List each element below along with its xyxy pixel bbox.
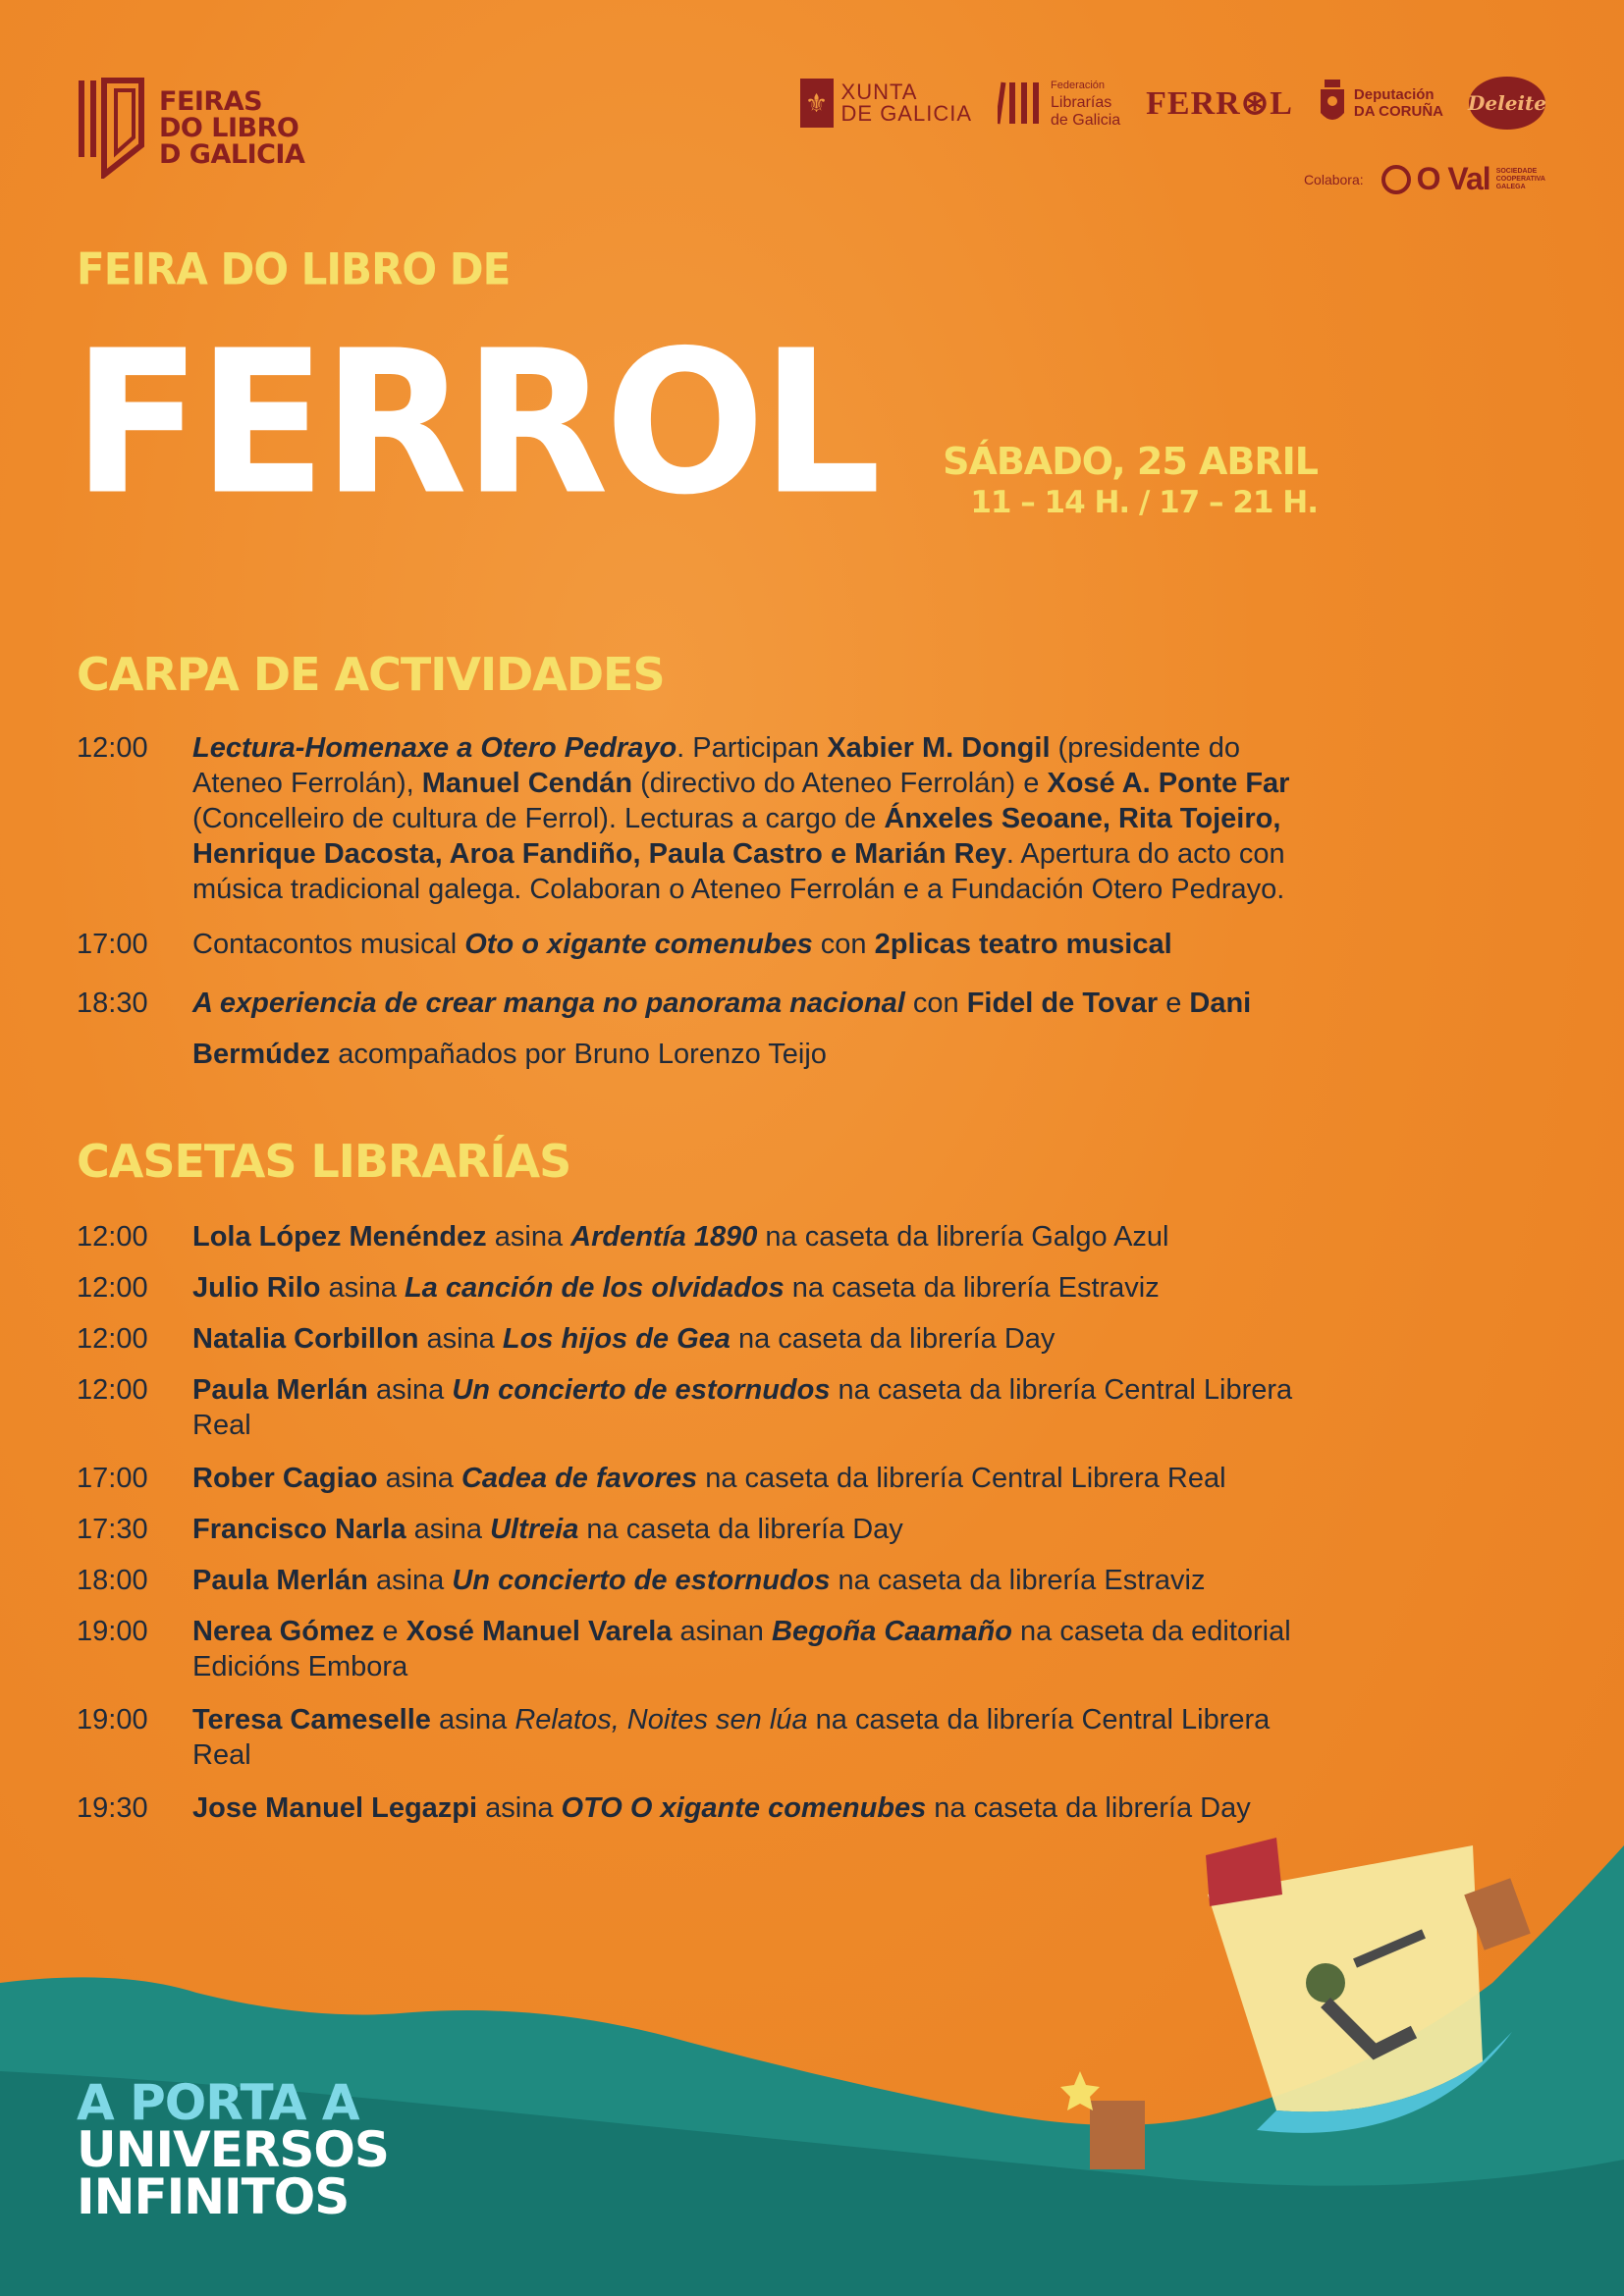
event-time: 17:00 xyxy=(77,1463,148,1494)
federacion-mark-icon xyxy=(998,79,1043,128)
event-description: Teresa Cameselle asina Relatos, Noites sen lúa na caseta da librería Central Librera Real xyxy=(192,1704,1271,1771)
schedule-row xyxy=(77,1270,1314,1306)
partner-logos xyxy=(800,77,1545,130)
event-time: 18:30 xyxy=(77,988,148,1019)
event-description: Lola López Menéndez asina Ardentía 1890 na caseta da librería Galgo Azul xyxy=(192,1221,1169,1253)
tagline-line: UNIVERSOS xyxy=(77,2121,389,2178)
event-description: Rober Cagiao asina Cadea de favores na caseta da librería Central Librera Real xyxy=(192,1463,1226,1494)
tagline-line: INFINITOS xyxy=(77,2168,350,2225)
logo-line: FEIRAS xyxy=(159,85,263,117)
logo-line: Librarías xyxy=(1051,94,1112,111)
oval-logo xyxy=(1381,161,1545,197)
event-description: Paula Merlán asina Un concierto de estornudos na caseta da librería Central Librera Real xyxy=(192,1374,1293,1441)
deputacion-shield-icon xyxy=(1319,80,1346,127)
event-time: 17:00 xyxy=(77,929,148,960)
xunta-shield-icon: ⚜ xyxy=(800,79,834,128)
logo-line: SOCIEDADE xyxy=(1495,167,1538,175)
logo-line: de Galicia xyxy=(1051,112,1121,129)
event-description: Julio Rilo asina La canción de los olvidados na caseta da librería Estraviz xyxy=(192,1272,1160,1304)
section-title-carpa: CARPA DE ACTIVIDADES xyxy=(77,648,665,701)
event-time: 19:00 xyxy=(77,1616,148,1647)
logo-line: D GALICIA xyxy=(159,138,305,170)
logo-line: DA CORUÑA xyxy=(1353,103,1443,120)
schedule-row xyxy=(77,927,1314,962)
schedule-row xyxy=(77,1702,1314,1773)
pre-title: FEIRA DO LIBRO DE xyxy=(77,243,511,295)
oval-ring-icon xyxy=(1381,165,1411,194)
schedule-row xyxy=(77,978,1314,1080)
event-description: Natalia Corbillon asina Los hijos de Gea na caseta da librería Day xyxy=(192,1323,1056,1355)
logo-line: Federación xyxy=(1051,80,1106,91)
logo-line: Deputación xyxy=(1353,86,1435,103)
event-time: 12:00 xyxy=(77,1323,148,1355)
section-title-casetas: CASETAS LIBRARÍAS xyxy=(77,1135,571,1188)
deputacion-logo xyxy=(1319,80,1443,127)
federacion-logo xyxy=(998,77,1120,130)
schedule-row xyxy=(77,1461,1314,1496)
oval-name: O Val xyxy=(1416,161,1490,196)
event-hours: 11 – 14 H. / 17 – 21 H. xyxy=(970,485,1318,520)
event-description: Contacontos musical Oto o xigante comenubes con 2plicas teatro musical xyxy=(192,929,1172,960)
event-time: 17:30 xyxy=(77,1514,148,1545)
logo-line: DO LIBRO xyxy=(159,112,299,143)
logo-line: DE GALICIA xyxy=(840,101,972,126)
event-description: Jose Manuel Legazpi asina OTO O xigante comenubes na caseta da librería Day xyxy=(192,1792,1251,1824)
schedule-row xyxy=(77,1512,1314,1547)
event-description: Lectura-Homenaxe a Otero Pedrayo. Participan Xabier M. Dongil (presidente do Ateneo Ferrolán), Manuel Cendán (directivo do Ateneo Ferrolán) e Xosé A. Ponte Far (Concelleiro de cultura de Ferrol). Lecturas a cargo de Ánxeles Seoane, Rita Tojeiro, Henrique Dacosta, Aroa Fandiño, Paula Castro e Marián Rey. Apertura do acto con música tradicional galega. Colaboran o Ateneo Ferrolán e a Fundación Otero Pedrayo. xyxy=(192,732,1290,905)
schedule-row xyxy=(77,1321,1314,1357)
event-description: A experiencia de crear manga no panorama nacional con Fidel de Tovar e Dani Bermúdez acompañados por Bruno Lorenzo Teijo xyxy=(192,988,1252,1070)
concello-ferrol-logo: FERR⊛L xyxy=(1146,85,1293,122)
book-door-icon xyxy=(77,77,145,179)
colabora-label: Colabora: xyxy=(1303,171,1364,187)
event-description: Paula Merlán asina Un concierto de estornudos na caseta da librería Estraviz xyxy=(192,1565,1206,1596)
logo-line: COOPERATIVA xyxy=(1495,175,1545,183)
schedule-row xyxy=(77,1372,1314,1443)
colabora-block xyxy=(1304,161,1545,197)
event-time: 12:00 xyxy=(77,1374,148,1406)
event-time: 19:30 xyxy=(77,1792,148,1824)
event-description: Nerea Gómez e Xosé Manuel Varela asinan Begoña Caamaño na caseta da editorial Edicións Embora xyxy=(192,1616,1291,1682)
event-time: 18:00 xyxy=(77,1565,148,1596)
schedule-row xyxy=(77,1219,1314,1255)
tagline xyxy=(77,2074,389,2225)
event-time: 12:00 xyxy=(77,1221,148,1253)
event-time: 19:00 xyxy=(77,1704,148,1735)
event-description: Francisco Narla asina Ultreia na caseta da librería Day xyxy=(192,1514,903,1545)
schedule-row xyxy=(77,1614,1314,1684)
schedule-row xyxy=(77,730,1314,907)
event-date: SÁBADO, 25 ABRIL xyxy=(943,440,1318,483)
schedule-row xyxy=(77,1563,1314,1598)
feiras-do-libro-logo xyxy=(77,77,304,179)
event-time: 12:00 xyxy=(77,1272,148,1304)
deleite-logo: Deleite xyxy=(1469,77,1545,130)
page-title: FERROL xyxy=(73,308,878,539)
xunta-logo xyxy=(800,79,972,128)
event-time: 12:00 xyxy=(77,732,148,764)
logo-line: GALEGA xyxy=(1495,183,1526,190)
logo-line: XUNTA xyxy=(840,80,918,104)
tagline-line: A PORTA A xyxy=(77,2074,359,2131)
